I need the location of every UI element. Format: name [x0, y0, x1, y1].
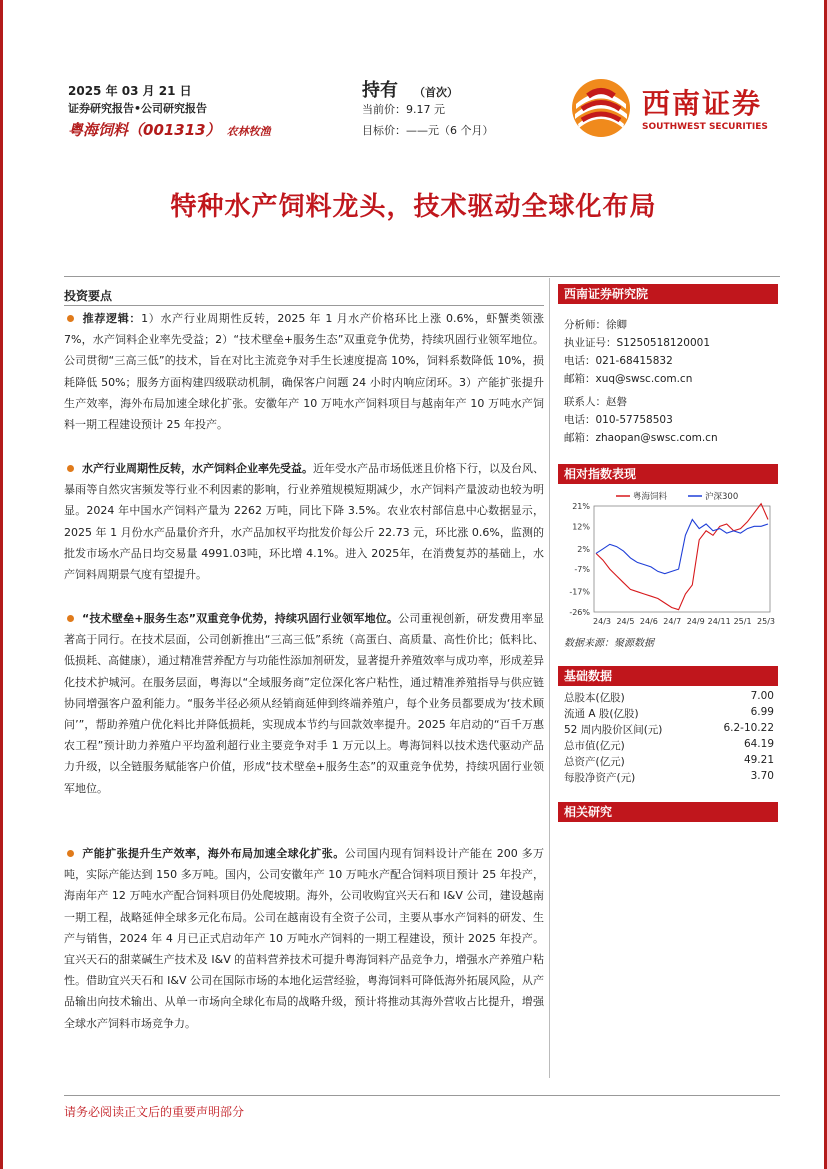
basic-row [564, 770, 774, 785]
analyst-license: 执业证号：S1250518120001 [564, 337, 711, 349]
paragraph-technology [64, 608, 544, 799]
legend-label: 沪深300 [705, 492, 739, 502]
sector-label: 农林牧渔 [226, 125, 271, 138]
row-value: 6.2-10.22 [723, 722, 774, 734]
x-tick-label: 25/3 [757, 617, 775, 626]
basic-row [564, 754, 774, 769]
y-tick-label: 2% [577, 544, 590, 554]
contact-email: 邮箱：zhaopan@swsc.com.cn [564, 432, 718, 444]
contact-phone: 电话：010-57758503 [564, 414, 673, 426]
bullet-icon [67, 850, 74, 857]
basic-row [564, 706, 774, 721]
rating-value: 持有 [362, 80, 398, 101]
report-date: 2025 年 03 月 21 日 [68, 84, 192, 98]
report-title: 特种水产饲料龙头，技术驱动全球化布局 [170, 192, 657, 222]
contact-name: 联系人：赵磐 [564, 396, 627, 408]
rating [362, 76, 458, 102]
paragraph-lead: 产能扩张提升生产效率，海外布局加速全球化扩张。 [82, 847, 345, 860]
paragraph-text: 1）水产行业周期性反转，2025 年 1 月水产价格环比上涨 0.6%，虾蟹类领涨 7%，水产饲料企业率先受益；2）“技术壁垒+服务生态”双重竞争优势，持续巩固行业领军地位。公司贯彻“三高三低”的技术，旨在对比主流竞争对手生长速度提高 10%，饲料系数降低 10%，损耗降低 50%；服务方面构建四级联动机制，确保客户问题 24 小时内响应闭环。3）产能扩张提升生产效率，海外布局加速全球化扩张。安徽年产 10 万吨水产饲料项目与越南年产 10 万吨水产饲料一期工程建设预计 25 年投产。 [64, 312, 545, 432]
row-label: 总股本(亿股) [564, 692, 625, 704]
basic-data-header: 基础数据 [558, 666, 778, 686]
header-divider [64, 276, 780, 277]
x-tick-label: 24/3 [593, 617, 611, 626]
paragraph-lead: “技术壁垒+服务生态”双重竞争优势，持续巩固行业领军地位。 [82, 612, 399, 625]
disclaimer-footer: 请务必阅读正文后的重要声明部分 [64, 1105, 245, 1119]
paragraph-text: 公司重视创新，研发费用率显著高于同行。在技术层面，公司创新推出“三高三低”系统（高蛋白、高质量、高性价比；低料比、低损耗、高健康），通过精准营养配方与功能性添加剂研发，显著提升养殖效率与成功率，形成差异化技术护城河。在服务层面，粤海以“全域服务商”定位深化客户粘性，通过精准养殖指导与供应链协同增强客户盈利能力。“服务半径必须从经销商延伸到终端养殖户，每个业务员都要成为‘技术顾问’”，帮助养殖户优化料比并降低损耗，实现成本节约与回款效率提升。2025 年启动的“百千万惠农工程”预计助力养殖户平均盈利超行业主要竞争对手 1 万元以上。粤海饲料以技术迭代驱动产品力升级，以全链服务赋能客户价值，形成“技术壁垒+服务生态”的双重竞争优势，持续巩固行业领军地位。 [64, 612, 544, 795]
bullet-icon [67, 615, 74, 622]
row-value: 49.21 [743, 754, 774, 766]
y-tick-label: 21% [572, 502, 590, 511]
paragraph-lead: 水产行业周期性反转，水产饲料企业率先受益。 [82, 462, 313, 475]
current-price: 当前价：9.17 元 [362, 103, 445, 116]
legend-label: 粤海饲料 [633, 492, 668, 502]
left-edge-bar [0, 0, 3, 1169]
row-label: 每股净资产(元) [564, 772, 636, 784]
company-logo [568, 76, 776, 140]
analyst-phone: 电话：021-68415832 [564, 355, 673, 367]
row-label: 总资产(亿元) [564, 756, 625, 768]
y-tick-label: -17% [569, 587, 590, 597]
row-value: 6.99 [750, 706, 774, 718]
paragraph-capacity [64, 843, 544, 1034]
x-tick-label: 25/1 [733, 617, 752, 626]
bullet-icon [67, 315, 74, 322]
paragraph-text: 近年受水产品市场低迷且价格下行，以及台风、暴雨等自然灾害频发等行业不利因素的影响，行业养殖规模短期减少，水产饲料产量波动也较为明显。2024 年中国水产饲料产量为 2262 万吨，同比下降 3.5%。农业农村部信息中心数据显示，2025 年 1 月份水产品量价齐升，水产品加权平均批发价每公斤 22.73 元，环比涨 0.6%，监测的批发市场水产品日均交易量 4991.03吨，环比增 4.1%。进入 2025年，在消费复苏的基础上，水产饲料周期景气度有望提升。 [64, 462, 544, 582]
row-value: 3.70 [750, 770, 774, 782]
x-tick-label: 24/7 [663, 617, 682, 626]
basic-row [564, 722, 774, 737]
section-divider [64, 305, 544, 306]
x-tick-label: 24/11 [707, 617, 731, 626]
row-label: 52 周内股价区间(元) [564, 724, 663, 736]
bullet-icon [67, 465, 74, 472]
company-name: 粤海饲料（001313） [68, 121, 221, 139]
x-tick-label: 24/6 [639, 617, 658, 626]
row-label: 流通 A 股(亿股) [564, 708, 639, 720]
logo-mark-icon [568, 76, 634, 140]
series-line-0 [596, 504, 768, 610]
paragraph-cycle [64, 458, 544, 585]
paragraph-lead: 推荐逻辑： [82, 312, 142, 325]
rating-note: （首次） [414, 86, 458, 99]
logo-name-cn: 西南证券 [642, 87, 763, 120]
footer-divider [64, 1095, 780, 1096]
performance-header: 相对指数表现 [558, 464, 778, 484]
y-tick-label: -7% [574, 565, 590, 575]
row-value: 7.00 [750, 690, 774, 702]
related-research-header: 相关研究 [558, 802, 778, 822]
analyst-email: 邮箱：xuq@swsc.com.cn [564, 373, 693, 385]
row-label: 总市值(亿元) [564, 740, 625, 752]
paragraph-text: 公司国内现有饲料设计产能在 200 多万吨，实际产能达到 150 多万吨。国内，公司安徽年产 10 万吨水产配合饲料项目预计 25 年投产，海南年产 12 万吨水产配合饲料项目仍处爬坡期。海外，公司收购宜兴天石和 I&V 公司，建设越南一期工程，战略延伸全球多元化布局。公司在越南设有全资子公司，主要从事水产饲料的研发、生产与销售，2024 年 4 月已正式启动年产 10 万吨水产饲料的一期工程建设，预计 2025 年投产。宜兴天石的甜菜碱生产技术及 I&V 的苗料营养技术可提升粤海饲料产品竞争力，增强水产养殖户粘性。借助宜兴天石和 I&V 公司在国际市场的本地化运营经验，粤海饲料可降低海外拓展风险，从产品输出向技术输出、从单一市场向全球化布局的战略升级，预计将推动其海外营收占比提升，增强全球水产饲料市场竞争力。 [64, 847, 544, 1030]
company-line [68, 119, 271, 140]
institute-header: 西南证券研究院 [558, 284, 778, 304]
column-divider [549, 278, 550, 1078]
x-tick-label: 24/5 [616, 617, 635, 626]
row-value: 64.19 [743, 738, 774, 750]
y-tick-label: 12% [572, 522, 590, 532]
relative-performance-chart [558, 484, 780, 634]
analyst-name: 分析师：徐卿 [564, 319, 627, 331]
target-price: 目标价：——元（6 个月） [362, 124, 494, 137]
section-heading: 投资要点 [64, 289, 113, 303]
chart-source: 数据来源：聚源数据 [564, 638, 654, 649]
basic-row [564, 738, 774, 753]
x-tick-label: 24/9 [686, 617, 705, 626]
plot-frame [594, 506, 770, 612]
paragraph-logic [64, 308, 544, 435]
logo-name-en: SOUTHWEST SECURITIES [642, 122, 768, 132]
y-tick-label: -26% [569, 608, 590, 617]
report-type: 证券研究报告•公司研究报告 [68, 102, 208, 115]
basic-row [564, 690, 774, 705]
